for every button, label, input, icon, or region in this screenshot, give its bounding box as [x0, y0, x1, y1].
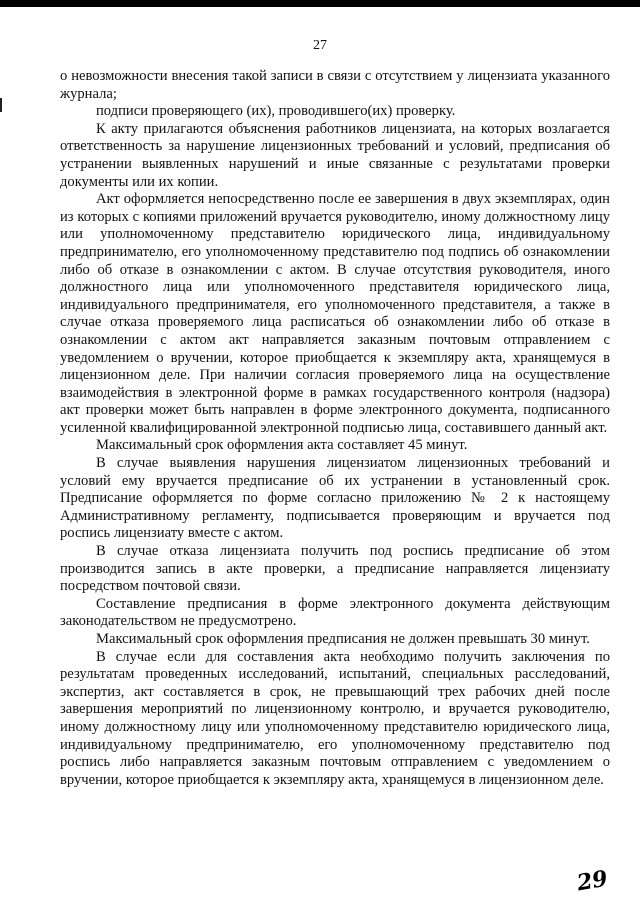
- paragraph: В случае выявления нарушения лицензиатом лицензионных требований и условий ему вручается предписание об их устранении в установленный срок. Предписание оформляется по форме согласно приложению № 2 к настоящему Административному регламенту, подписывается проверяющим и вручается под роспись лицензиату вместе с актом.: [60, 455, 610, 542]
- document-body: [60, 68, 610, 789]
- paragraph: В случае если для составления акта необходимо получить заключения по результатам проведенных исследований, испытаний, специальных расследований, экспертиз, акт составляется в срок, не превышающий трех рабочих дней после завершения мероприятий по лицензионному контролю, и вручается руководителю, иному должностному лицу или уполномоченному представителю юридического лица, индивидуальному предпринимателю, его уполномоченному представителю под роспись либо направляется заказным почтовым отправлением с уведомлением о вручении, которое приобщается к экземпляру акта, хранящемуся в лицензионном деле.: [60, 648, 610, 788]
- scan-top-border: [0, 0, 640, 7]
- paragraph: о невозможности внесения такой записи в связи с отсутствием у лицензиата указанного журнала;: [60, 68, 610, 102]
- handwritten-page-number: 29: [575, 865, 611, 897]
- paragraph: Составление предписания в форме электронного документа действующим законодательством не предусмотрено.: [60, 595, 610, 630]
- page-number: 27: [313, 38, 327, 53]
- paragraph: В случае отказа лицензиата получить под роспись предписание об этом производится запись в акте проверки, а предписание направляется лицензиату посредством почтовой связи.: [60, 543, 610, 595]
- paragraph: К акту прилагаются объяснения работников лицензиата, на которых возлагается ответственность за нарушение лицензионных требований и условий, предписания об устранении выявленных нарушений и иные связанные с результатами проверки документы или их копии.: [60, 120, 610, 190]
- paragraph: Максимальный срок оформления предписания не должен превышать 30 минут.: [96, 631, 590, 647]
- paragraph: Акт оформляется непосредственно после ее завершения в двух экземплярах, один из которых с копиями приложений вручается руководителю, иному должностному лицу или уполномоченному представителю юридического лица, индивидуальному предпринимателю, его уполномоченному представителю под подпись об ознакомлении либо об отказе в ознакомлении с актом. В случае отсутствия руководителя, иного должностного лица или уполномоченного представителя юридического лица, индивидуального предпринимателя, его уполномоченного представителя, а также в случае отказа проверяемого лица расписаться об ознакомлении либо об отказе в ознакомлении с актом акт направляется заказным почтовым отправлением с уведомлением о вручении, которое приобщается к экземпляру акта, хранящемуся в лицензионном деле. При наличии согласия проверяемого лица на осуществление взаимодействия в электронной форме в рамках государственного контроля (надзора) акт проверки может быть направлен в форме электронного документа, подписанного усиленной квалифицированной электронной подписью лица, составившего данный акт.: [60, 191, 610, 436]
- scan-margin-mark: [0, 98, 2, 112]
- paragraph: подписи проверяющего (их), проводившего(их) проверку.: [96, 103, 456, 120]
- paragraph: Максимальный срок оформления акта составляет 45 минут.: [96, 437, 468, 454]
